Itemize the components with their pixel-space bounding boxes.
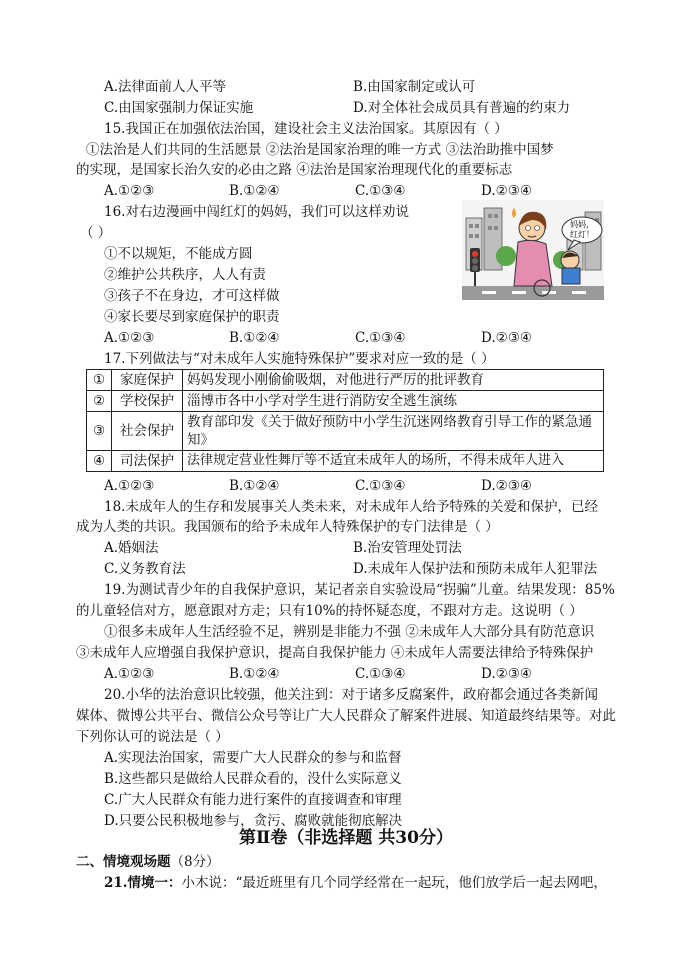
- protection-type: 家庭保护: [112, 370, 183, 391]
- red-light-cartoon: [462, 200, 604, 300]
- q20-option-a: A.实现法治国家，需要广大人民群众的参与和监督: [104, 750, 402, 766]
- table-row: [87, 391, 604, 412]
- row-number: ③: [87, 412, 112, 451]
- q16-option-c: C.①③④: [355, 330, 406, 346]
- q16-option-d: D.②③④: [481, 330, 532, 346]
- q20-line3: 下列你认可的说法是（ ）: [76, 729, 229, 745]
- q15-line1: ①法治是人们共同的生活愿景 ②法治是国家治理的唯一方式 ③法治助推中国梦: [86, 142, 554, 158]
- cartoon-caption-line1: 妈妈，: [570, 220, 594, 229]
- q15-option-b: B.①②④: [229, 183, 280, 199]
- q18-option-c: C.义务教育法: [104, 561, 186, 577]
- q20-line1: 20.小华的法治意识比较强，他关注到：对于诸多反腐案件，政府都会通过各类新闻: [104, 687, 598, 703]
- q16-option-a: A.①②③: [104, 330, 155, 346]
- q19-line1: 19.为测试青少年的自我保护意识，某记者亲自实验设局“拐骗”儿童。结果发现：85%: [104, 582, 615, 598]
- q19-line2: 的儿童轻信对方，愿意跟对方走；只有10%的持怀疑态度，不跟对方走。这说明（ ）: [76, 603, 583, 619]
- q15-line2: 的实现，是国家长治久安的必由之路 ④法治是国家治理现代化的重要标志: [76, 162, 513, 178]
- protection-type: 学校保护: [112, 391, 183, 412]
- protection-description: 法律规定营业性舞厅等不适宜未成年人的场所，不得未成年人进入: [183, 451, 604, 472]
- q14-option-d: D.对全体社会成员具有普遍的约束力: [353, 100, 571, 116]
- protection-type: 社会保护: [112, 412, 183, 451]
- q20-line2: 媒体、微博公共平台、微信公众号等让广大人民群众了解案件进展、知道最终结果等。对此: [76, 708, 616, 724]
- q19-option-c: C.①③④: [355, 666, 406, 682]
- q18-option-d: D.未成年人保护法和预防未成年人犯罪法: [353, 561, 598, 577]
- q15-option-a: A.①②③: [104, 183, 155, 199]
- q19-line3: ①很多未成年人生活经验不足，辨别是非能力不强 ②未成年人大部分具有防范意识: [104, 624, 595, 640]
- q19-option-b: B.①②④: [229, 666, 280, 682]
- q16-paren: （ ）: [80, 225, 112, 241]
- q16-item-3: ③孩子不在身边，才可这样做: [104, 288, 280, 304]
- q17-option-c: C.①③④: [355, 478, 406, 494]
- row-number: ④: [87, 451, 112, 472]
- q20-option-b: B.这些都只是做给人民群众看的，没什么实际意义: [104, 771, 402, 787]
- section2-heading: [76, 853, 220, 871]
- cartoon-caption-line2: 红灯！: [570, 230, 594, 239]
- q20-option-d: D.只要公民积极地参与，贪污、腐败就能彻底解决: [104, 813, 403, 829]
- q18-option-b: B.治安管理处罚法: [353, 540, 462, 556]
- q15-stem: 15.我国正在加强依法治国，建设社会主义法治国家。其原因有（ ）: [104, 121, 508, 137]
- q17-stem: 17.下列做法与“对未成年人实施特殊保护”要求对应一致的是（ ）: [104, 351, 495, 367]
- q14-option-a: A.法律面前人人平等: [104, 79, 227, 95]
- q17-option-a: A.①②③: [104, 478, 155, 494]
- q14-option-b: B.由国家制定或认可: [353, 79, 476, 95]
- q15-option-c: C.①③④: [355, 183, 406, 199]
- table-row: [87, 412, 604, 451]
- q16-option-b: B.①②④: [229, 330, 280, 346]
- part2-title: 第Ⅱ卷（非选择题 共30分）: [239, 828, 453, 848]
- protection-type: 司法保护: [112, 451, 183, 472]
- q17-option-b: B.①②④: [229, 478, 280, 494]
- table-row: [87, 451, 604, 472]
- protection-description: 妈妈发现小刚偷偷吸烟，对他进行严厉的批评教育: [183, 370, 604, 391]
- q16-item-4: ④家长要尽到家庭保护的职责: [104, 309, 280, 325]
- q19-option-d: D.②③④: [481, 666, 532, 682]
- q19-option-a: A.①②③: [104, 666, 155, 682]
- protection-description: 教育部印发《关于做好预防中小学生沉迷网络教育引导工作的紧急通知》: [183, 412, 604, 451]
- q19-line4: ③未成年人应增强自我保护意识，提高自我保护能力 ④未成年人需要法律给予特殊保护: [76, 645, 594, 661]
- row-number: ①: [87, 370, 112, 391]
- q18-line2: 成为人类的共识。我国颁布的给予未成年人特殊保护的专门法律是（ ）: [76, 519, 499, 535]
- q21-label: 21.情境一：: [104, 875, 182, 891]
- q17-option-d: D.②③④: [481, 478, 532, 494]
- q16-item-1: ①不以规矩，不能成方圆: [104, 246, 253, 262]
- q15-option-d: D.②③④: [481, 183, 532, 199]
- q21-line: [104, 874, 607, 892]
- protection-description: 淄博市各中小学对学生进行消防安全逃生演练: [183, 391, 604, 412]
- q18-option-a: A.婚姻法: [104, 540, 159, 556]
- q21-text: 小木说：“最近班里有几个同学经常在一起玩，他们放学后一起去网吧，: [181, 875, 607, 891]
- q18-line1: 18.未成年人的生存和发展事关人类未来，对未成年人给予特殊的关爱和保护，已经: [104, 499, 598, 515]
- section2-heading-text: 二、情境观场题: [76, 854, 171, 870]
- q16-stem: 16.对右边漫画中闯红灯的妈妈，我们可以这样劝说: [104, 204, 409, 220]
- q14-option-c: C.由国家强制力保证实施: [104, 100, 254, 116]
- q16-item-2: ②维护公共秩序，人人有责: [104, 267, 266, 283]
- section2-score: （8分）: [170, 854, 220, 870]
- q17-table: [86, 369, 604, 472]
- row-number: ②: [87, 391, 112, 412]
- table-row: [87, 370, 604, 391]
- q20-option-c: C.广大人民群众有能力进行案件的直接调查和审理: [104, 792, 402, 808]
